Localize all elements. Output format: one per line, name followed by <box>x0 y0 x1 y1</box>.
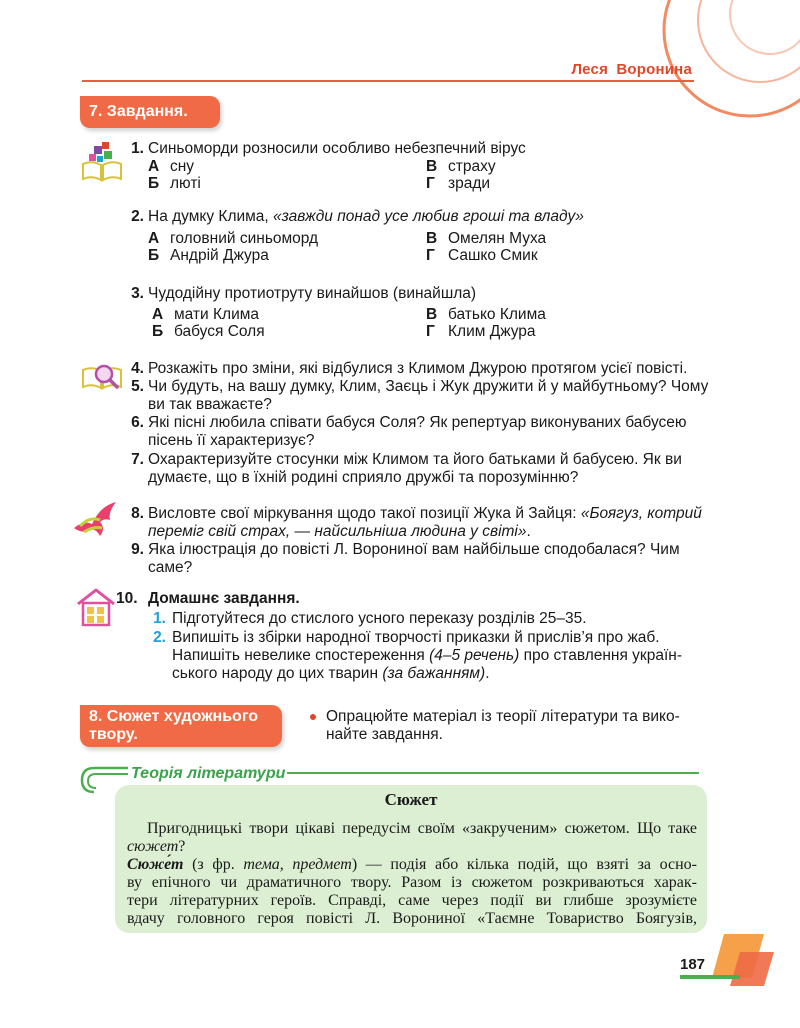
section-8-instruction-line-2: найте завдання. <box>326 726 443 743</box>
section-8-title-line-2: твору. <box>89 726 138 743</box>
q2-option-g: Г Сашко Смик <box>426 247 538 264</box>
q1-option-v: В страху <box>426 158 496 175</box>
question-2-number: 2. <box>131 208 144 225</box>
book-magnifier-icon <box>80 356 124 400</box>
page-number: 187 <box>680 956 706 973</box>
q3-option-a: А мати Клима <box>152 306 260 323</box>
theory-p1-line-1: Пригодницькі твори цікаві передусім своїм «закрученим» сюжетом. Що таке <box>147 820 697 837</box>
question-7-line-2: думаєте, що в їхній родині сприяло дружбі та порозумінню? <box>148 469 579 486</box>
theory-p2-line-3: тери літературних героїв. Справді, саме через події ви глибше зрозумієте <box>127 892 697 909</box>
homework-title: Домашнє завдання. <box>148 590 300 607</box>
q3-option-b: Б бабуся Соля <box>152 323 265 340</box>
homework-item-1-text: Підготуйтеся до стислого усного переказу розділів 25–35. <box>172 610 587 627</box>
theory-p2-line-1: Сюже́т (з фр. тема, предмет) — подія або кілька подій, що взяті за осно- <box>127 856 698 873</box>
q3-option-v: В батько Клима <box>426 306 546 323</box>
homework-item-2-line-3: ського народу до цих тварин (за бажанням). <box>172 665 490 682</box>
homework-item-2-number: 2. <box>153 629 166 646</box>
question-5-number: 5. <box>131 378 144 395</box>
q1-option-b: Б люті <box>148 175 201 192</box>
question-5-line-2: ви так вважаєте? <box>148 396 272 413</box>
pegasus-icon <box>70 498 122 542</box>
question-8-line-1: Висловте свої міркування щодо такої позиції Жука й Зайця: «Боягуз, котрий <box>148 505 702 522</box>
q1-option-g: Г зради <box>426 175 491 192</box>
question-5-line-1: Чи будуть, на вашу думку, Клим, Заєць і Жук дружити й у майбутньому? Чому <box>148 378 709 395</box>
q2-option-a: А головний синьоморд <box>148 230 319 247</box>
question-6-line-1: Які пісні любила співати бабуся Соля? Як репертуар виконуваних бабусею <box>148 414 687 431</box>
theory-p2-line-2: ву епічного чи драматичного твору. Разом із сюжетом розкриваються харак- <box>127 874 697 891</box>
question-1-text: Синьоморди розносили особливо небезпечний вірус <box>148 140 526 157</box>
question-6-number: 6. <box>131 414 144 431</box>
theory-label: Теорія літератури <box>131 765 286 782</box>
reading-blocks-icon <box>80 140 124 184</box>
question-6-line-2: пісень її характеризує? <box>148 432 315 449</box>
homework-item-2-line-2: Напишіть невелике спостереження (4–5 речень) про ставлення україн- <box>172 647 682 664</box>
question-3-number: 3. <box>131 285 144 302</box>
theory-p2-line-4: вдачу головного героя повісті Л. Ворониної «Таємне Товариство Боягузів, <box>127 910 697 927</box>
header-decoration <box>660 0 800 120</box>
header-rule <box>82 80 694 82</box>
question-8-line-2: переміг свій страх, — найсильніша людина у світі». <box>148 523 531 540</box>
theory-box <box>115 785 707 933</box>
question-4-text: Розкажіть про зміни, які відбулися з Климом Джурою протягом усієї повісті. <box>148 360 688 377</box>
house-icon <box>74 586 118 630</box>
q1-option-a: А сну <box>148 158 195 175</box>
homework-item-1-number: 1. <box>153 610 166 627</box>
question-9-line-2: саме? <box>148 559 193 576</box>
page-number-underline <box>680 975 740 979</box>
theory-heading: Сюжет <box>384 790 438 809</box>
section-8-instruction-line-1: Опрацюйте матеріал із теорії літератури та вико- <box>326 708 680 725</box>
theory-rule <box>287 772 699 774</box>
section-8-badge <box>80 705 282 747</box>
question-9-number: 9. <box>131 541 144 558</box>
bullet-dot <box>310 714 316 720</box>
running-header-author: Леся Воронина <box>571 61 692 78</box>
section-8-title-line-1: 8. Сюжет художнього <box>89 708 259 725</box>
question-10-number: 10. <box>116 590 138 607</box>
question-1-number: 1. <box>131 140 144 157</box>
question-3-text: Чудодійну протиотруту винайшов (винайшла) <box>148 285 477 302</box>
q3-option-g: Г Клим Джура <box>426 323 536 340</box>
section-7-badge: 7. Завдання. <box>80 96 220 128</box>
question-9-line-1: Яка ілюстрація до повісті Л. Ворониної вам найбільше сподобалася? Чим <box>148 541 680 558</box>
question-2-text: На думку Клима, «завжди понад усе любив гроші та владу» <box>148 208 584 225</box>
homework-item-2-line-1: Випишіть із збірки народної творчості приказки й прислів’я про жаб. <box>172 629 660 646</box>
q2-option-v: В Омелян Муха <box>426 230 547 247</box>
question-7-number: 7. <box>131 451 144 468</box>
question-4-number: 4. <box>131 360 144 377</box>
question-8-number: 8. <box>131 505 144 522</box>
theory-p1-line-2: сюжет? <box>127 838 186 855</box>
question-7-line-1: Охарактеризуйте стосунки між Климом та його батьками й бабусею. Як ви <box>148 451 682 468</box>
q2-option-b: Б Андрій Джура <box>148 247 269 264</box>
